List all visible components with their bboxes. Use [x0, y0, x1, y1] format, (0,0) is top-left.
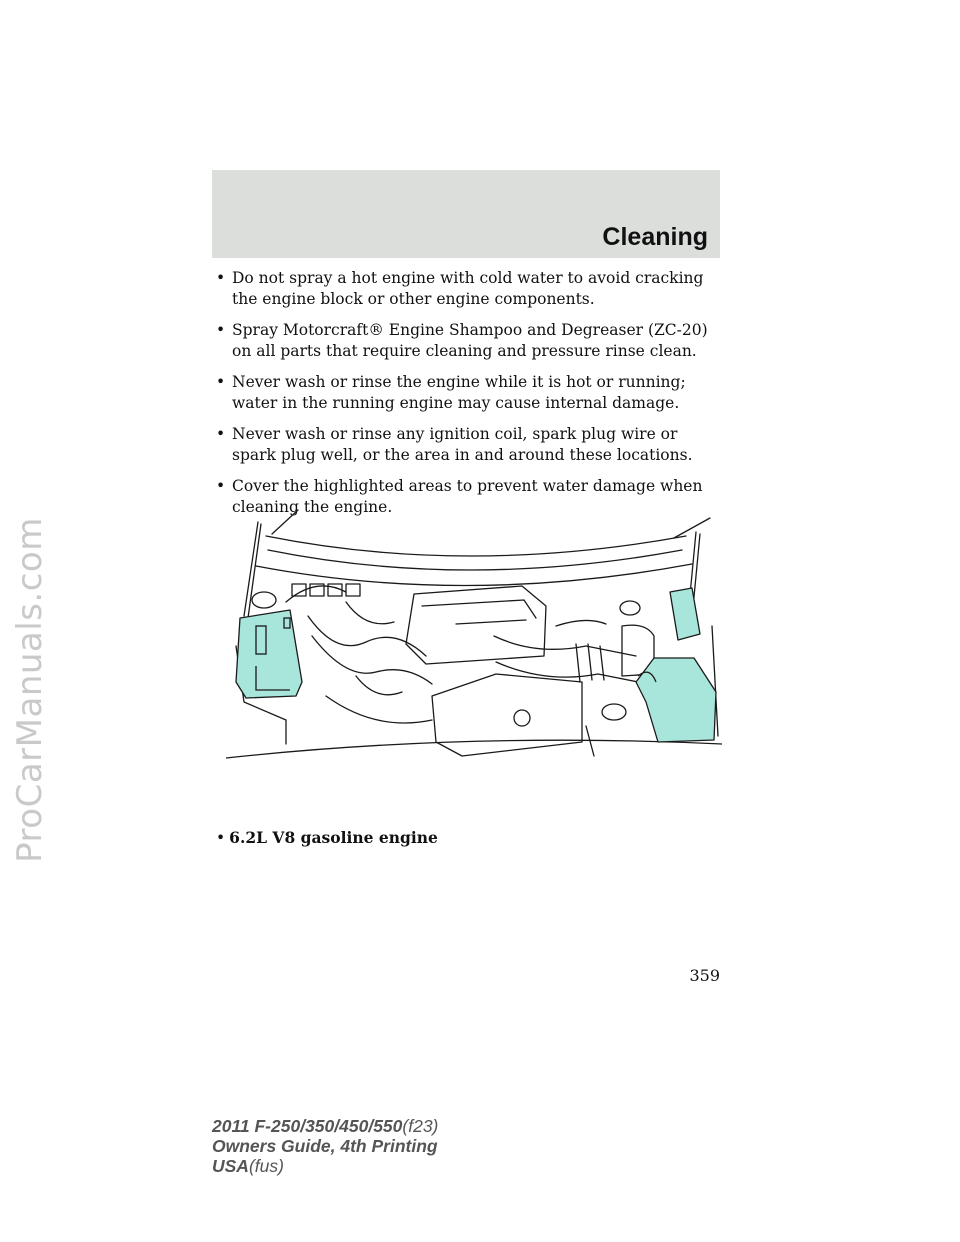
bullet-glyph: •: [216, 373, 226, 391]
intake-tube: [494, 636, 636, 656]
list-item: [216, 372, 722, 414]
list-item-text: Never wash or rinse any ignition coil, spark plug wire or spark plug well, or the area in and around these locations.: [232, 425, 693, 464]
bullet-glyph: •: [216, 477, 226, 495]
footer-line-1: [212, 1116, 438, 1136]
footer-line-3: [212, 1156, 438, 1176]
bullet-glyph: •: [216, 425, 226, 443]
list-item-text: Never wash or rinse the engine while it is hot or running; water in the running engine may cause internal damage.: [232, 373, 686, 412]
highlight-battery-right: [636, 658, 716, 742]
engine-cover: [432, 674, 582, 756]
highlight-battery-left: [236, 610, 302, 698]
watermark-text: ProCarManuals.com: [10, 517, 50, 863]
list-item: [216, 268, 722, 310]
engine-bay-illustration: [226, 506, 722, 764]
instruction-list: [216, 268, 722, 528]
list-item: [216, 424, 722, 466]
figure-caption: [216, 828, 438, 847]
highlight-fender-right: [670, 588, 700, 640]
section-title: Cleaning: [602, 223, 708, 251]
footer-market-code: (fus): [248, 1156, 284, 1176]
footer-model-code: (f23): [402, 1116, 439, 1136]
list-item-text: Do not spray a hot engine with cold water to avoid cracking the engine block or other engine components.: [232, 269, 704, 308]
bullet-glyph: •: [216, 269, 226, 287]
air-cleaner-box: [406, 586, 546, 664]
reservoir-cap: [252, 592, 276, 608]
document-footer: [212, 1116, 438, 1176]
bullet-glyph: •: [216, 321, 226, 339]
page-number: 359: [689, 966, 720, 985]
footer-model: 2011 F-250/350/450/550: [212, 1116, 403, 1136]
hood-edge: [266, 536, 686, 556]
list-item: [216, 320, 722, 362]
bullet-glyph: •: [216, 829, 226, 847]
side-watermark: [0, 0, 60, 1242]
footer-market: USA: [212, 1156, 249, 1176]
footer-line-2: Owners Guide, 4th Printing: [212, 1136, 438, 1156]
list-item-text: Cover the highlighted areas to prevent water damage when cleaning the engine.: [232, 477, 703, 516]
caption-text: 6.2L V8 gasoline engine: [229, 828, 438, 847]
section-header: [212, 170, 720, 258]
list-item-text: Spray Motorcraft® Engine Shampoo and Degreaser (ZC-20) on all parts that require cleaning and pressure rinse clean.: [232, 321, 708, 360]
hood-prop-left: [244, 522, 258, 616]
